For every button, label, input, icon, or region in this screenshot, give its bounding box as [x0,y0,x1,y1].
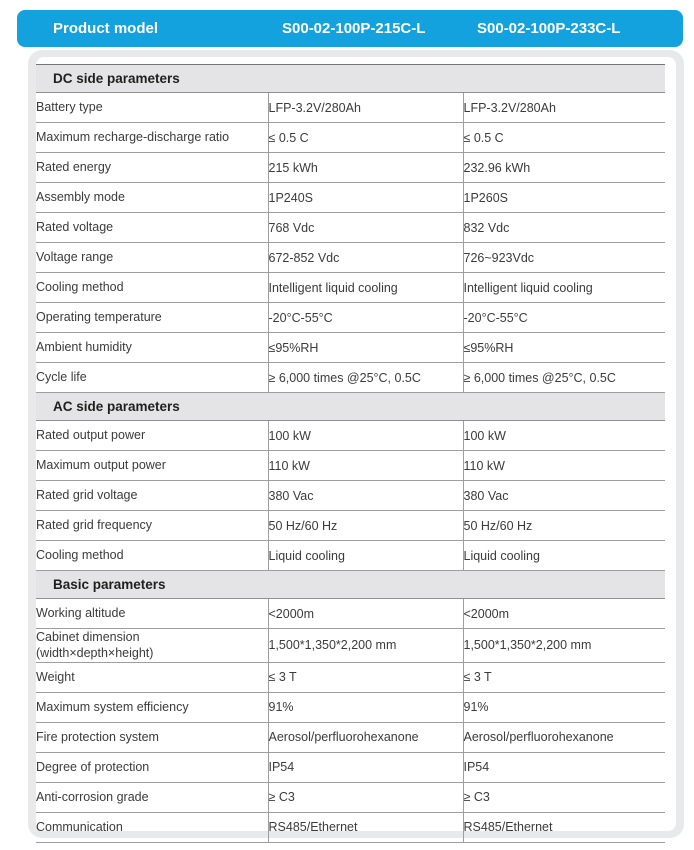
value-cell-model-215: IP54 [268,752,463,782]
parameter-label-cell [36,213,268,243]
parameter-label: Anti-corrosion grade [36,789,149,804]
value-cell-model-215: ≥ 6,000 times @25°C, 0.5C [268,363,463,393]
parameter-label: Degree of protection [36,759,150,774]
parameter-label-cell [36,629,268,663]
value-cell-model-215: 91% [268,692,463,722]
parameter-label-cell [36,481,268,511]
parameter-label: Maximum recharge-discharge ratio [36,130,230,145]
value-cell-model-233: ≤ 3 T [463,662,665,692]
spec-table-card [36,57,676,834]
value-cell-model-233: ≥ C3 [463,782,665,812]
value-cell-model-215: <2000m [268,599,463,629]
value-cell-model-215: 672-852 Vdc [268,243,463,273]
spec-row [36,662,665,692]
parameter-label: Fire protection system [36,729,159,744]
spec-row [36,273,665,303]
value-cell-model-233: LFP-3.2V/280Ah [463,93,665,123]
spec-table [36,64,665,843]
section-header-row [36,393,665,421]
header-model-233-label: S00-02-100P-233C-L [477,20,621,37]
value-cell-model-215: ≤ 0.5 C [268,123,463,153]
spec-row [36,333,665,363]
parameter-label: Cycle life [36,370,87,385]
value-cell-model-233: -20°C-55°C [463,303,665,333]
parameter-label-cell [36,303,268,333]
value-cell-model-215: Liquid cooling [268,541,463,571]
value-cell-model-215: 100 kW [268,421,463,451]
parameter-label: Cooling method [36,280,124,295]
value-cell-model-215: 110 kW [268,451,463,481]
value-cell-model-233: <2000m [463,599,665,629]
parameter-label: Battery type [36,100,103,115]
parameter-label: Rated grid frequency [36,518,153,533]
spec-row [36,213,665,243]
value-cell-model-233: ≤95%RH [463,333,665,363]
spec-row [36,541,665,571]
product-model-header-bar [17,10,683,47]
parameter-label: Maximum system efficiency [36,699,189,714]
value-cell-model-233: IP54 [463,752,665,782]
parameter-label: Cooling method [36,548,124,563]
spec-row [36,599,665,629]
spec-row [36,421,665,451]
parameter-label-cell [36,722,268,752]
parameter-label-cell [36,363,268,393]
parameter-label-cell [36,123,268,153]
parameter-label: Rated grid voltage [36,488,138,503]
value-cell-model-215: -20°C-55°C [268,303,463,333]
spec-row [36,511,665,541]
section-header-row [36,571,665,599]
parameter-label-cell [36,273,268,303]
value-cell-model-233: 726~923Vdc [463,243,665,273]
value-cell-model-215: Intelligent liquid cooling [268,273,463,303]
spec-row [36,692,665,722]
parameter-label: Weight [36,669,75,684]
parameter-label-cell [36,93,268,123]
value-cell-model-215: 215 kWh [268,153,463,183]
spec-table-body [36,65,665,843]
parameter-label: Rated output power [36,428,146,443]
value-cell-model-233: 50 Hz/60 Hz [463,511,665,541]
spec-row [36,93,665,123]
parameter-label-cell [36,541,268,571]
parameter-label-cell [36,333,268,363]
spec-row [36,722,665,752]
spec-row [36,153,665,183]
value-cell-model-215: 50 Hz/60 Hz [268,511,463,541]
value-cell-model-215: 380 Vac [268,481,463,511]
parameter-label-cell [36,782,268,812]
value-cell-model-233: 1,500*1,350*2,200 mm [463,629,665,663]
parameter-label: Operating temperature [36,310,162,325]
value-cell-model-215: ≤ 3 T [268,662,463,692]
value-cell-model-215: ≤95%RH [268,333,463,363]
value-cell-model-215: 1,500*1,350*2,200 mm [268,629,463,663]
parameter-label: Ambient humidity [36,340,132,355]
parameter-label: Rated voltage [36,220,114,235]
parameter-label-cell [36,752,268,782]
spec-row [36,243,665,273]
value-cell-model-233: 110 kW [463,451,665,481]
value-cell-model-233: 380 Vac [463,481,665,511]
parameter-sublabel: (width×depth×height) [36,646,154,661]
value-cell-model-215: 768 Vdc [268,213,463,243]
parameter-label-cell [36,812,268,842]
parameter-label: Maximum output power [36,458,166,473]
parameter-label: Voltage range [36,250,114,265]
value-cell-model-233: 832 Vdc [463,213,665,243]
value-cell-model-233: Intelligent liquid cooling [463,273,665,303]
parameter-label-cell [36,243,268,273]
section-title: DC side parameters [36,65,665,93]
value-cell-model-215: RS485/Ethernet [268,812,463,842]
value-cell-model-215: ≥ C3 [268,782,463,812]
value-cell-model-233: 1P260S [463,183,665,213]
parameter-label-cell [36,183,268,213]
spec-row [36,303,665,333]
parameter-label-cell [36,421,268,451]
spec-row [36,782,665,812]
spec-row [36,123,665,153]
parameter-label: Working altitude [36,606,126,621]
parameter-label-cell [36,511,268,541]
spec-row [36,629,665,663]
value-cell-model-215: LFP-3.2V/280Ah [268,93,463,123]
parameter-label-cell [36,451,268,481]
value-cell-model-233: Liquid cooling [463,541,665,571]
value-cell-model-215: Aerosol/perfluorohexanone [268,722,463,752]
section-title: Basic parameters [36,571,665,599]
parameter-label-cell [36,599,268,629]
parameter-label-cell [36,662,268,692]
value-cell-model-233: 100 kW [463,421,665,451]
section-title: AC side parameters [36,393,665,421]
parameter-label: Communication [36,819,123,834]
parameter-label-cell [36,153,268,183]
header-model-215-label: S00-02-100P-215C-L [282,20,426,37]
value-cell-model-233: ≥ 6,000 times @25°C, 0.5C [463,363,665,393]
spec-row [36,481,665,511]
spec-panel [28,50,684,838]
value-cell-model-215: 1P240S [268,183,463,213]
spec-row [36,812,665,842]
section-header-row [36,65,665,93]
parameter-label: Assembly mode [36,190,125,205]
value-cell-model-233: ≤ 0.5 C [463,123,665,153]
parameter-label: Cabinet dimension [36,630,140,644]
header-product-model-label: Product model [53,20,159,37]
value-cell-model-233: 91% [463,692,665,722]
value-cell-model-233: 232.96 kWh [463,153,665,183]
parameter-label-cell [36,692,268,722]
spec-row [36,363,665,393]
spec-row [36,183,665,213]
value-cell-model-233: Aerosol/perfluorohexanone [463,722,665,752]
spec-row [36,752,665,782]
value-cell-model-233: RS485/Ethernet [463,812,665,842]
spec-row [36,451,665,481]
parameter-label: Rated energy [36,160,112,175]
